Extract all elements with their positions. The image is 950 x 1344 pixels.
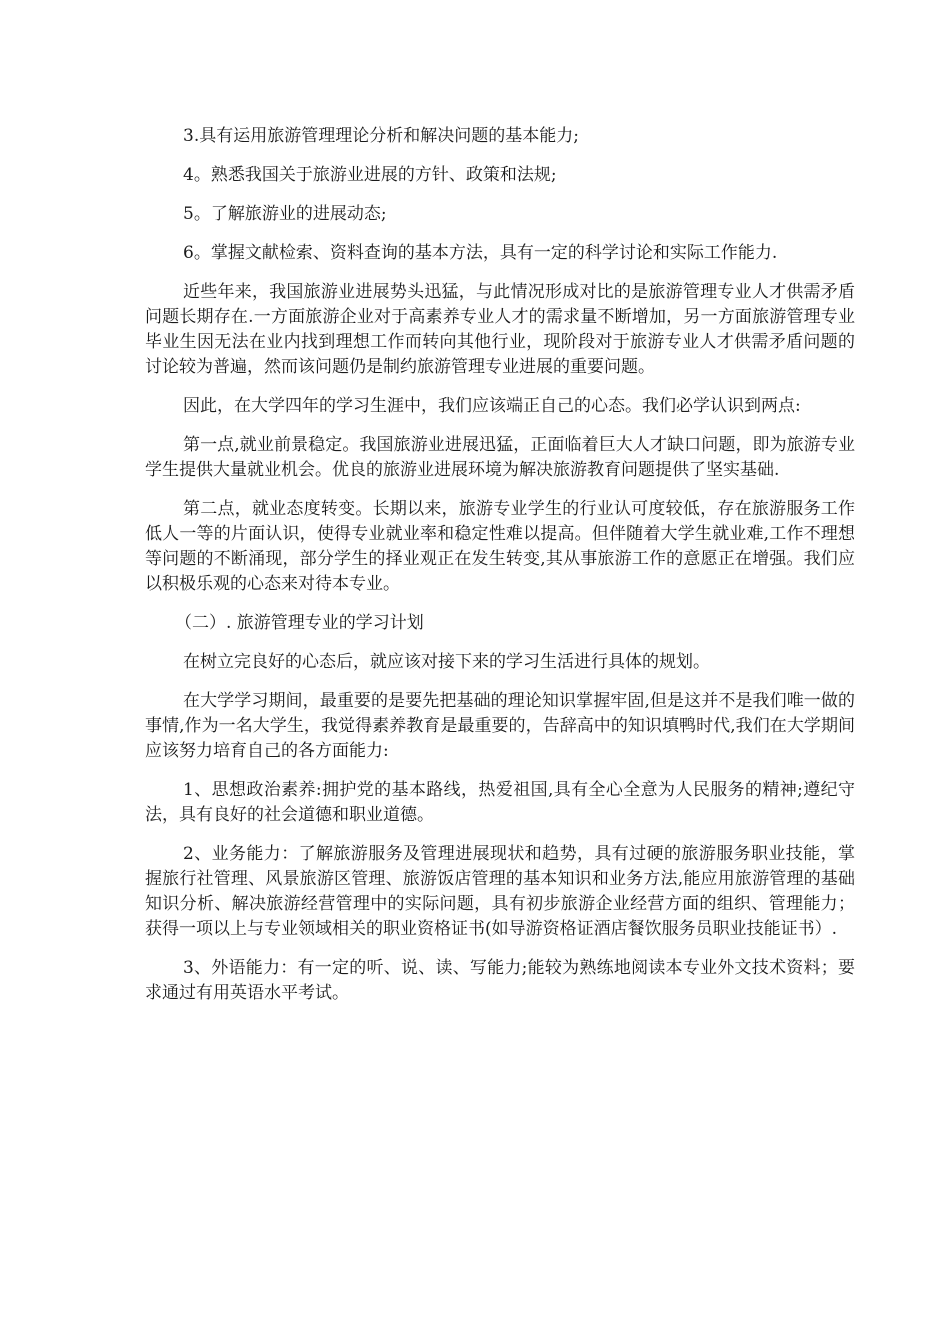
- paragraph-para-therefore: 因此，在大学四年的学习生涯中，我们应该端正自己的心态。我们必学认识到两点:: [183, 396, 801, 416]
- paragraph-item-3: 3.具有运用旅游管理理论分析和解决问题的基本能力;: [183, 126, 579, 146]
- paragraph-section-heading: （二）. 旅游管理专业的学习计划: [175, 613, 424, 633]
- paragraph-para-study: 在大学学习期间，最重要的是要先把基础的理论知识掌握牢固,但是这并不是我们唯一做的事情,作为一名大学生，我觉得素养教育是最重要的，告辞高中的知识填鸭时代,我们在大学期间应该努力培育自己的各方面能力:: [145, 691, 855, 761]
- paragraph-item-5: 5。了解旅游业的进展动态;: [183, 204, 387, 224]
- document-page: [145, 124, 855, 1020]
- paragraph-ability-2: 2、业务能力：了解旅游服务及管理进展现状和趋势，具有过硬的旅游服务职业技能，掌握旅行社管理、风景旅游区管理、旅游饭店管理的基本知识和业务方法,能应用旅游管理的基础知识分析、解决旅游经营管理中的实际问题，具有初步旅游企业经营方面的组织、管理能力；获得一项以上与专业领域相关的职业资格证书(如导游资格证酒店餐饮服务员职业技能证书）.: [145, 844, 855, 939]
- paragraph-ability-3: 3、外语能力：有一定的听、说、读、写能力;能较为熟练地阅读本专业外文技术资料；要求通过有用英语水平考试。: [145, 958, 855, 1003]
- paragraph-para-point1: 第一点,就业前景稳定。我国旅游业进展迅猛，正面临着巨大人才缺口问题，即为旅游专业学生提供大量就业机会。优良的旅游业进展环境为解决旅游教育问题提供了坚实基础.: [145, 435, 855, 480]
- paragraph-para-intro: 近些年来，我国旅游业进展势头迅猛，与此情况形成对比的是旅游管理专业人才供需矛盾问题长期存在.一方面旅游企业对于高素养专业人才的需求量不断增加，另一方面旅游管理专业毕业生因无法在业内找到理想工作而转向其他行业，现阶段对于旅游专业人才供需矛盾问题的讨论较为普遍，然而该问题仍是制约旅游管理专业进展的重要问题。: [145, 282, 855, 377]
- paragraph-ability-1: 1、思想政治素养:拥护党的基本路线，热爱祖国,具有全心全意为人民服务的精神;遵纪守法，具有良好的社会道德和职业道德。: [145, 780, 855, 825]
- paragraph-item-6: 6。掌握文献检索、资料查询的基本方法，具有一定的科学讨论和实际工作能力.: [183, 243, 778, 263]
- paragraph-item-4: 4。熟悉我国关于旅游业进展的方针、政策和法规;: [183, 165, 557, 185]
- paragraph-para-point2: 第二点，就业态度转变。长期以来，旅游专业学生的行业认可度较低，存在旅游服务工作低人一等的片面认识，使得专业就业率和稳定性难以提高。但伴随着大学生就业难,工作不理想等问题的不断涌现，部分学生的择业观正在发生转变,其从事旅游工作的意愿正在增强。我们应以积极乐观的心态来对待本专业。: [145, 499, 855, 594]
- paragraph-para-plan: 在树立完良好的心态后，就应该对接下来的学习生活进行具体的规划。: [183, 652, 710, 672]
